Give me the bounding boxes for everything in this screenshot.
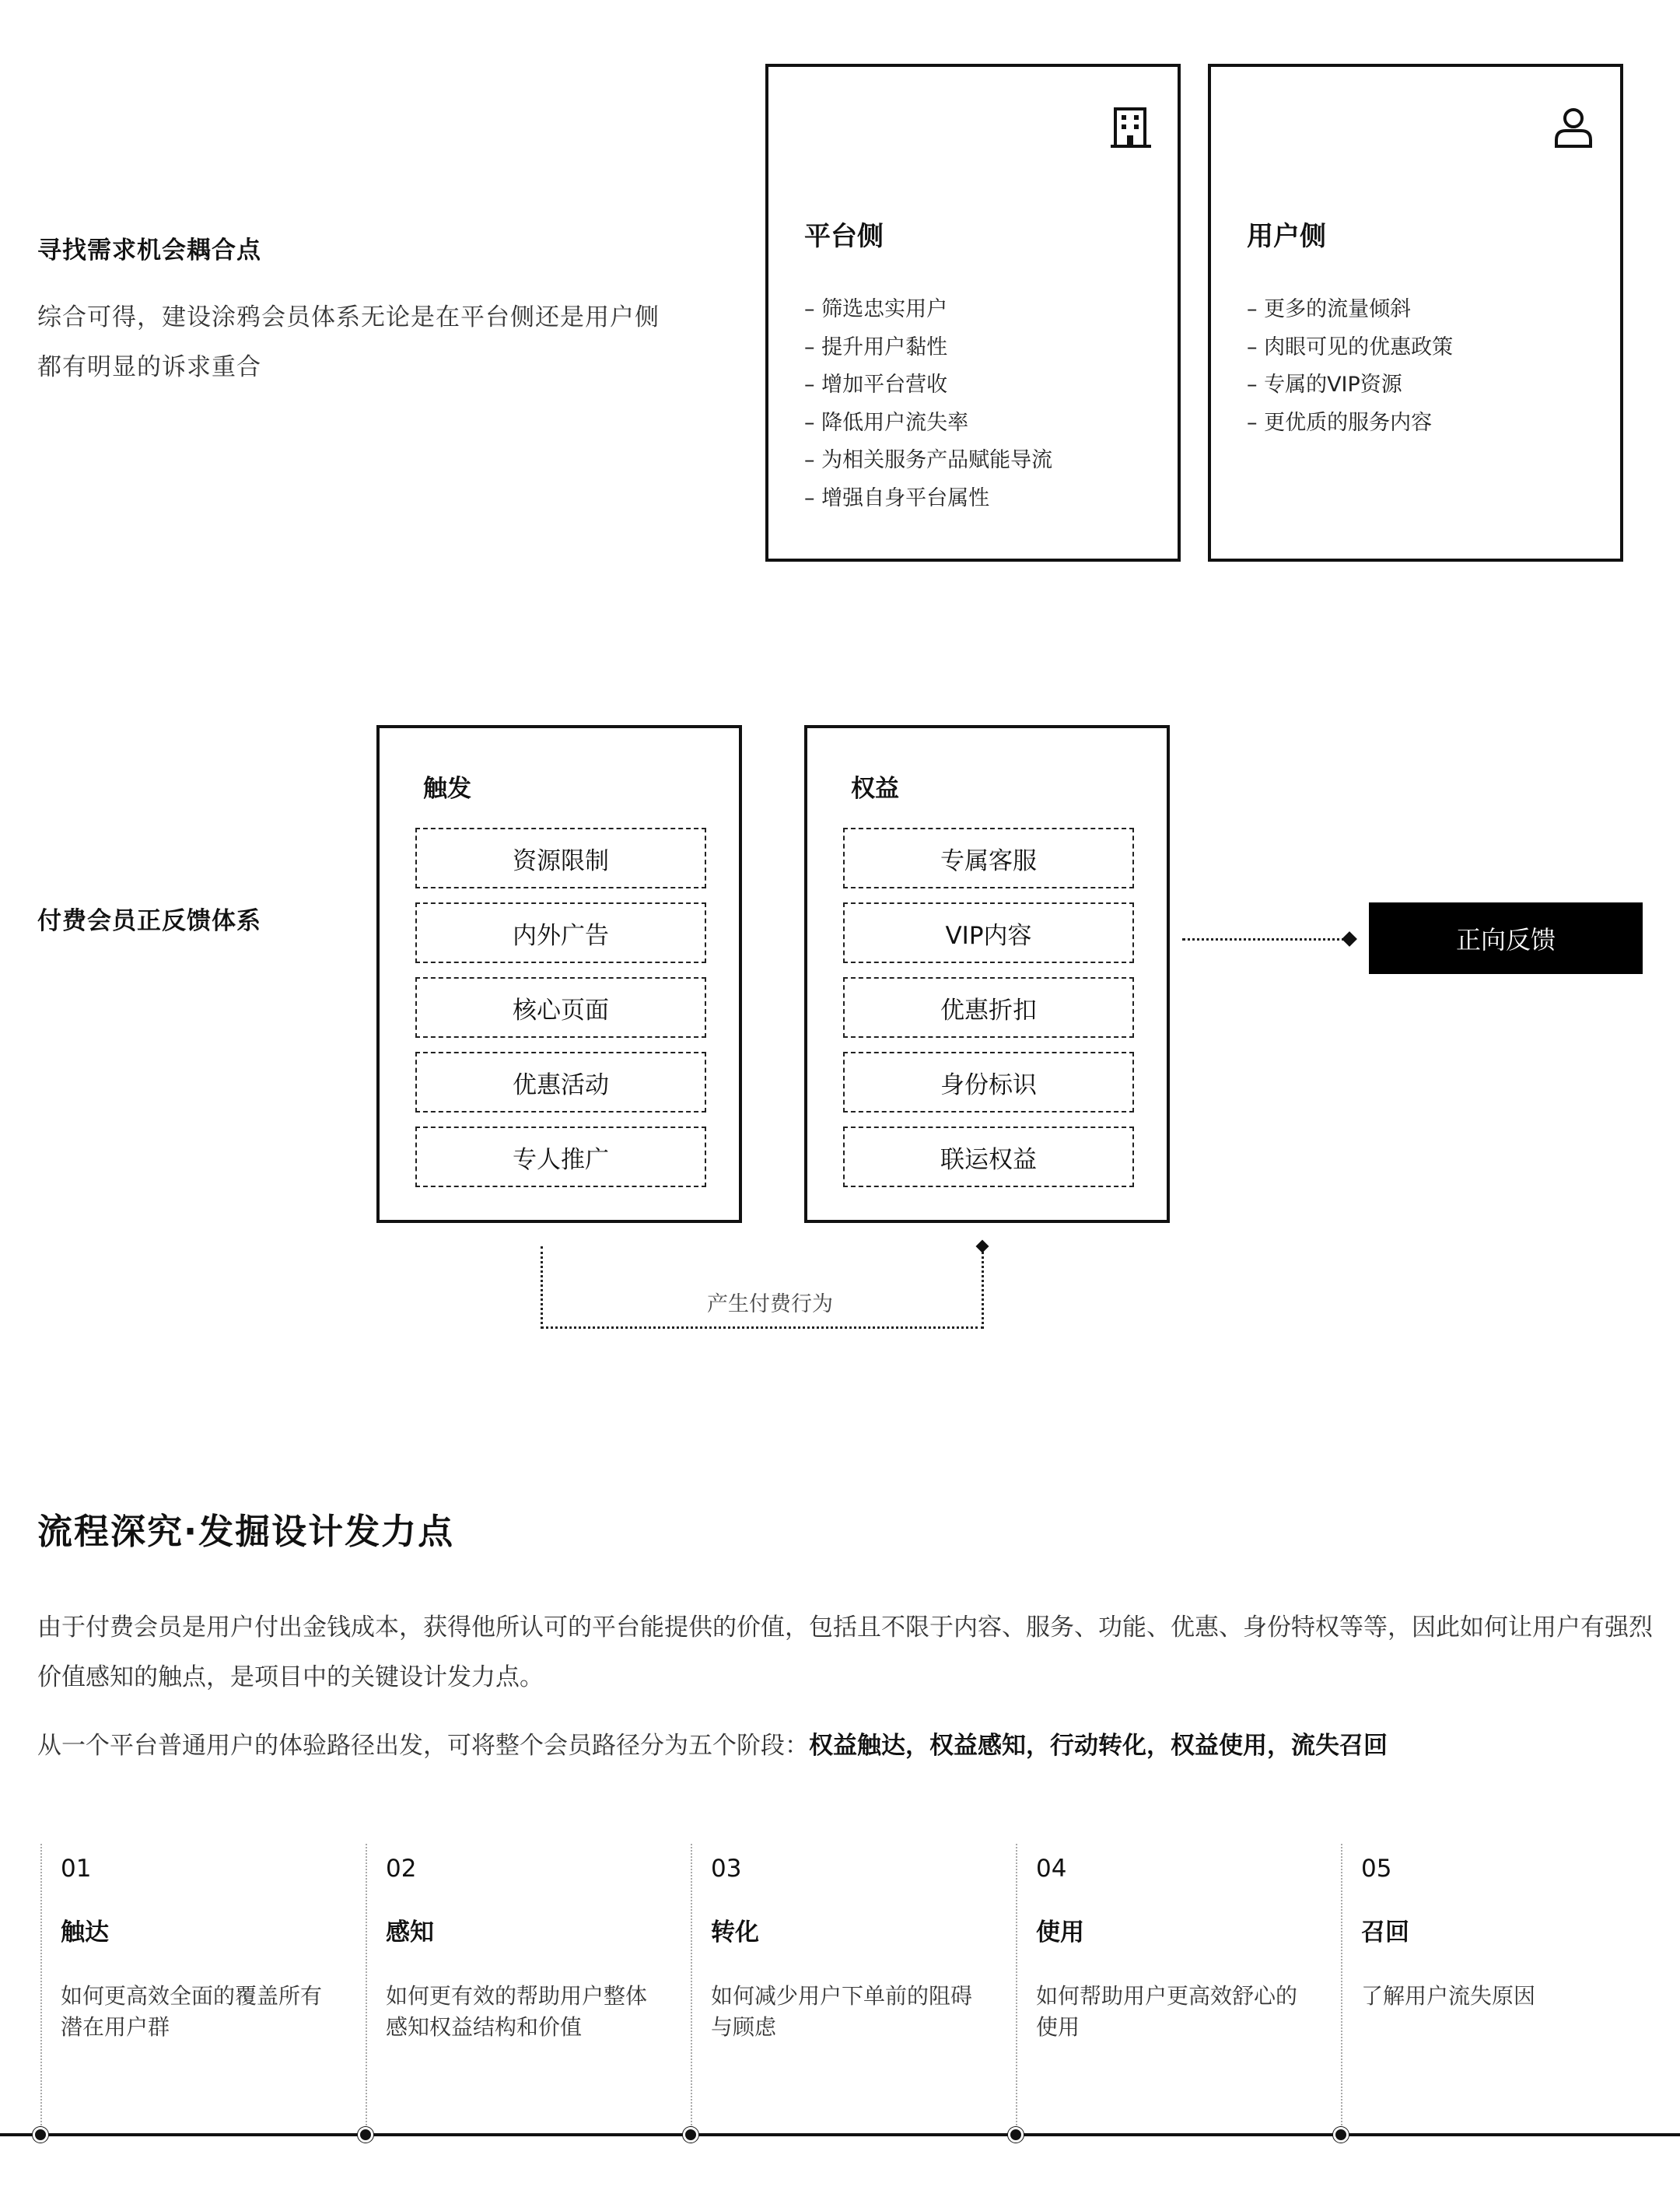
platform-card-title: 平台侧 xyxy=(804,221,884,252)
stage-title: 转化 xyxy=(711,1918,759,1946)
timeline-node xyxy=(33,2127,48,2143)
user-card-title: 用户侧 xyxy=(1247,221,1326,252)
user-icon xyxy=(1550,104,1597,151)
flow-paragraph-2-prefix: 从一个平台普通用户的体验路径出发，可将整个会员路径分为五个阶段： xyxy=(37,1732,809,1760)
timeline-node xyxy=(1333,2127,1349,2143)
benefit-group-title: 权益 xyxy=(851,775,899,803)
list-item: – 增强自身平台属性 xyxy=(804,485,990,510)
user-needs-list xyxy=(1247,291,1453,442)
flow-section-title: 流程深究·发掘设计发力点 xyxy=(37,1511,455,1552)
timeline-node xyxy=(683,2127,698,2143)
trigger-item: 优惠活动 xyxy=(415,1052,706,1113)
list-item: – 肉眼可见的优惠政策 xyxy=(1247,335,1454,359)
feedback-arrow-line xyxy=(1182,938,1355,941)
platform-side-card xyxy=(765,64,1181,562)
stage-description: 了解用户流失原因 xyxy=(1361,1983,1536,2009)
stage-column xyxy=(40,1844,366,2139)
payment-loop-label: 产生付费行为 xyxy=(707,1292,833,1316)
list-item: – 提升用户黏性 xyxy=(804,335,948,359)
stage-divider xyxy=(40,1844,42,2132)
flow-paragraph-1: 由于付费会员是用户付出金钱成本，获得他所认可的平台能提供的价值，包括且不限于内容、服务、功能、优惠、身份特权等等，因此如何让用户有强烈价值感知的触点，是项目中的关键设计发力点。 xyxy=(37,1614,1653,1691)
stage-number: 05 xyxy=(1361,1855,1392,1883)
stage-column xyxy=(366,1844,691,2139)
trigger-group-title: 触发 xyxy=(423,775,471,803)
needs-description: 综合可得，建设涂鸦会员体系无论是在平台侧还是用户侧都有明显的诉求重合 xyxy=(37,303,660,381)
stage-title: 使用 xyxy=(1036,1918,1084,1946)
stage-number: 01 xyxy=(61,1855,92,1883)
feedback-arrow-head xyxy=(1342,931,1357,947)
platform-needs-list xyxy=(804,291,1052,517)
stage-divider xyxy=(1341,1844,1342,2132)
positive-feedback-block: 正向反馈 xyxy=(1369,902,1643,974)
stage-divider xyxy=(1016,1844,1017,2132)
list-item: – 专属的VIP资源 xyxy=(1247,373,1402,397)
trigger-group xyxy=(376,725,742,1223)
stage-description: 如何减少用户下单前的阻碍与顾虑 xyxy=(711,1983,973,2040)
stage-timeline xyxy=(0,2133,1680,2136)
list-item: – 增加平台营收 xyxy=(804,373,948,397)
list-item: – 更多的流量倾斜 xyxy=(1247,297,1412,321)
list-item: – 筛选忠实用户 xyxy=(804,297,948,321)
needs-heading: 寻找需求机会耦合点 xyxy=(37,237,261,265)
benefit-item: 优惠折扣 xyxy=(843,977,1134,1038)
timeline-node xyxy=(358,2127,373,2143)
benefit-item: 联运权益 xyxy=(843,1127,1134,1187)
stage-column xyxy=(691,1844,1016,2139)
stage-number: 02 xyxy=(386,1855,417,1883)
trigger-item: 专人推广 xyxy=(415,1127,706,1187)
stage-title: 触达 xyxy=(61,1918,109,1946)
benefit-item: 专属客服 xyxy=(843,828,1134,888)
benefit-item: 身份标识 xyxy=(843,1052,1134,1113)
list-item: – 降低用户流失率 xyxy=(804,410,969,435)
list-item: – 更优质的服务内容 xyxy=(1247,410,1433,435)
list-item: – 为相关服务产品赋能导流 xyxy=(804,448,1053,472)
flow-paragraph-2-stages: 权益触达，权益感知，行动转化，权益使用，流失召回 xyxy=(809,1732,1388,1760)
building-icon xyxy=(1108,104,1154,151)
trigger-item: 内外广告 xyxy=(415,902,706,963)
stage-description: 如何更高效全面的覆盖所有潜在用户群 xyxy=(61,1983,323,2040)
stage-title: 感知 xyxy=(386,1918,434,1946)
timeline-node xyxy=(1008,2127,1024,2143)
stage-divider xyxy=(366,1844,367,2132)
trigger-item: 资源限制 xyxy=(415,828,706,888)
feedback-system-heading: 付费会员正反馈体系 xyxy=(37,907,261,935)
benefit-item: VIP内容 xyxy=(843,902,1134,963)
stage-description: 如何帮助用户更高效舒心的使用 xyxy=(1036,1983,1298,2040)
user-side-card xyxy=(1208,64,1623,562)
stage-divider xyxy=(691,1844,692,2132)
flow-paragraph-2 xyxy=(37,1721,1655,1771)
benefit-group xyxy=(804,725,1170,1223)
stage-column xyxy=(1341,1844,1666,2139)
stage-column xyxy=(1016,1844,1341,2139)
stage-title: 召回 xyxy=(1361,1918,1409,1946)
stage-description: 如何更有效的帮助用户整体感知权益结构和价值 xyxy=(386,1983,648,2040)
stage-number: 04 xyxy=(1036,1855,1067,1883)
decorative-arc xyxy=(0,0,93,8)
stage-number: 03 xyxy=(711,1855,742,1883)
trigger-item: 核心页面 xyxy=(415,977,706,1038)
